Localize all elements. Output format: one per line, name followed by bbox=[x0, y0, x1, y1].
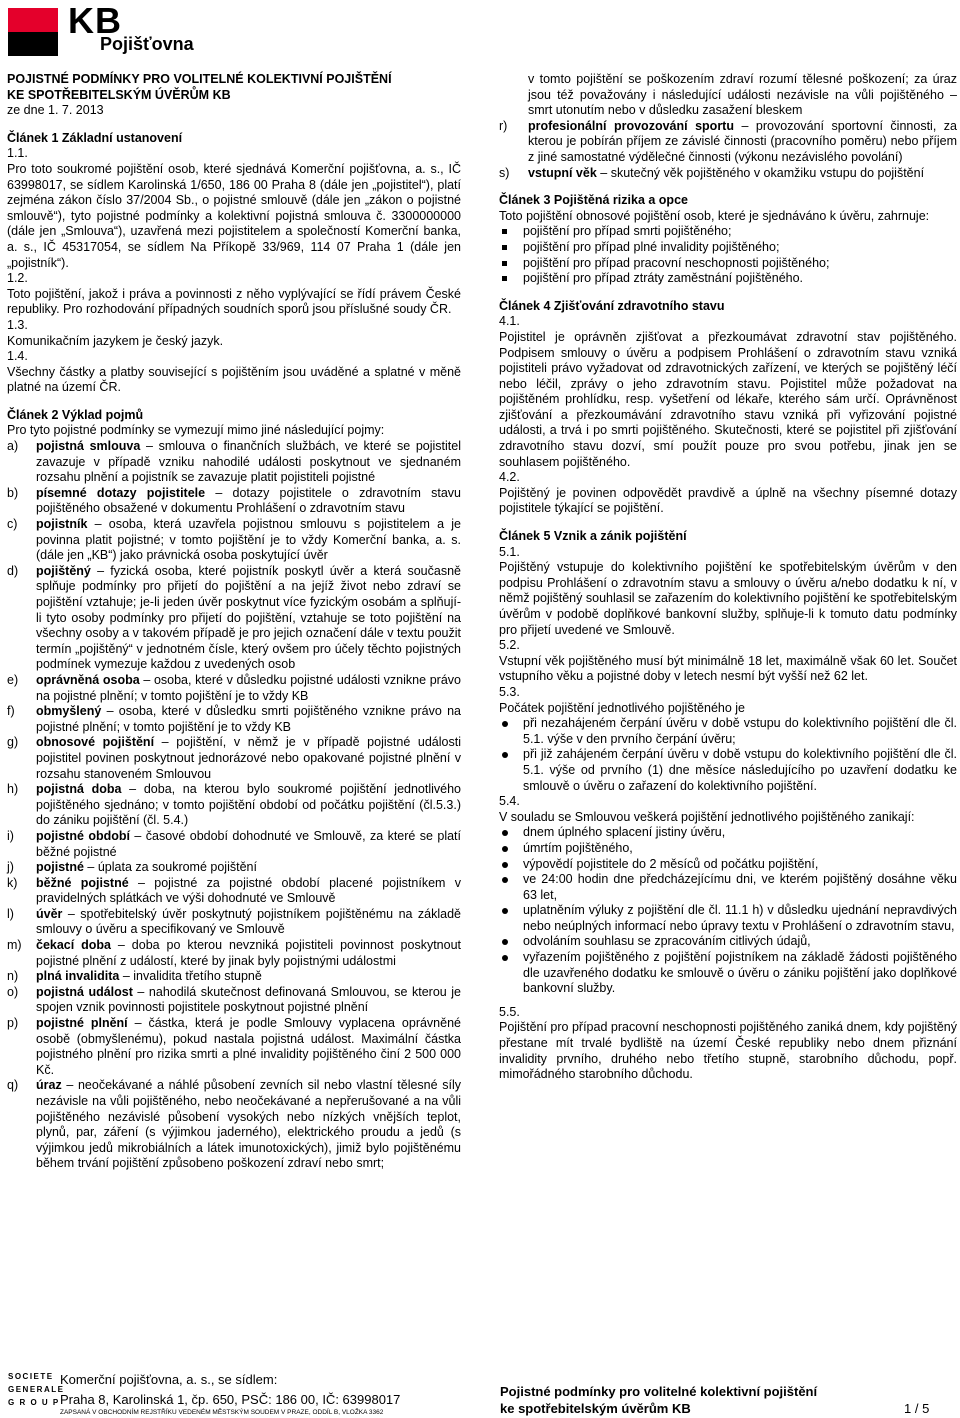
definition-item bbox=[7, 985, 461, 1016]
article-3-intro: Toto pojištění obnosové pojištění osob, které je sjednáváno k úvěru, zahrnuje: bbox=[499, 208, 930, 223]
section-number: 4.2. bbox=[499, 470, 520, 485]
definition-text: písemné dotazy pojistitele – dotazy pojistitele o zdravotním stavu pojištěného obsažené v dokumentu Prohlášení o zdravotním stavu bbox=[36, 485, 461, 516]
definition-letter: n) bbox=[7, 969, 19, 984]
definition-item bbox=[7, 439, 461, 486]
definition-text: pojistné plnění – částka, která je podle Smlouvy vyplacena oprávněné osobě (obmyšlenému), pokud nastala pojistná událost. Maximální částka pojistného plnění pro rizika smrti a plné invalidity pojištěného činí 2 500 000 Kč. bbox=[36, 1016, 461, 1077]
left-column bbox=[7, 72, 461, 1172]
list-item: vyřazením pojištěného z pojištění pojistníkem na základě žádosti pojištěného dle uzavřeného dodatku ke smlouvě o úvěru o zániku pojištění jako doplňkové bankovní služby. bbox=[499, 950, 957, 997]
definition-text: pojistné období – časové období dohodnuté ve Smlouvě, za které se platí běžné pojistné bbox=[36, 828, 462, 859]
definition-text: pojištěný – fyzická osoba, které pojistník poskytl úvěr a která současně splňuje podmínky pro přijetí do pojištění a na jejíž život nebo zdraví se pojištění vztahuje; je-li jeden úvěr poskytnut více fyzickým osobám a splňují-li tyto osoby podmínky pro přijetí do pojištění, vztahuje se toto pojištění na všechny osoby a v takovém případě je pro jejich označení dále v textu použit termín „pojištěný“ v jednotném čísle, který ovšem pro účely těchto pojistných podmínek vymezuje každou z uvedených osob bbox=[36, 563, 461, 672]
article-2-intro: Pro tyto pojistné podmínky se vymezují mimo jiné následující pojmy: bbox=[7, 423, 385, 438]
definition-text: profesionální provozování sportu – provozování sportovní činnosti, za kterou je pobírán příjem ze závislé činnosti (pracovního poměru) nebo příjem z jiné samostatné výdělečné činnosti (výkonu nezávislého povolání) bbox=[528, 118, 957, 164]
definition-item bbox=[7, 1016, 461, 1078]
definition-term: úraz bbox=[36, 1078, 62, 1093]
definition-text: pojistná událost – nahodilá skutečnost definovaná Smlouvou, se kterou je spojen vznik povinnosti pojistitele poskytnout pojistné plnění bbox=[36, 984, 461, 1015]
footer-address: Praha 8, Karolinská 1, čp. 650, PSČ: 186 00, IČ: 63998017 bbox=[60, 1392, 401, 1407]
termination-list bbox=[499, 825, 957, 997]
list-item: úmrtím pojištěného, bbox=[499, 841, 957, 857]
definition-term: pojistná smlouva bbox=[36, 439, 141, 454]
section-number: 5.2. bbox=[499, 638, 520, 653]
definition-letter: k) bbox=[7, 875, 18, 890]
definition-description: doba po kterou nevzniká pojistiteli povinnost poskytnout pojistné plnění z událostí, které by jinak byly pojistnými událostmi bbox=[36, 938, 461, 968]
definition-text: pojistná smlouva – smlouva o finančních službách, ve které se pojistitel zavazuje v případě vzniku nahodilé události poskytnout ve sjednaném rozsahu plnění a pojistník se zavazuje platit pojistiteli pojistné bbox=[36, 439, 461, 485]
footer-company: Komerční pojišťovna, a. s., se sídlem: bbox=[60, 1372, 278, 1387]
paragraph-1-4: Všechny částky a platby související s pojištěním jsou uváděné a splatné v měně platné na území ČR. bbox=[7, 364, 461, 395]
definition-term: pojistná doba bbox=[36, 782, 122, 797]
section-number: 5.1. bbox=[499, 544, 520, 559]
definition-term: plná invalidita bbox=[36, 969, 120, 984]
right-column bbox=[499, 72, 957, 1083]
definition-item bbox=[7, 704, 461, 735]
section-number: 4.1. bbox=[499, 314, 520, 329]
definition-term: pojistná událost bbox=[36, 984, 133, 999]
list-item: při nezahájeném čerpání úvěru v době vstupu do kolektivního pojištění dle čl. 5.1. výše v den prvního čerpání úvěru; bbox=[499, 716, 957, 747]
section-number: 5.5. bbox=[499, 1004, 520, 1019]
definition-term: pojistné bbox=[36, 860, 84, 875]
definition-description: časové období dohodnuté ve Smlouvě, za které se platí běžné pojistné bbox=[36, 828, 462, 859]
list-item: výpovědí pojistitele do 2 měsíců od počátku pojištění, bbox=[499, 857, 957, 873]
list-item: pojištění pro případ pracovní neschopnosti pojištěného; bbox=[499, 256, 957, 272]
definition-description: osoba, které v důsledku pojistné události vznikne právo na pojistné plnění; v tomto pojištění je to vždy KB bbox=[36, 672, 461, 703]
document-date: ze dne 1. 7. 2013 bbox=[7, 103, 104, 118]
kb-logo-mark bbox=[8, 8, 58, 56]
start-conditions-list bbox=[499, 716, 957, 794]
definition-term: pojistné období bbox=[36, 828, 130, 843]
definition-letter: i) bbox=[7, 828, 14, 843]
definition-text: obnosové pojištění – pojištění, v němž je v případě pojistné události pojistitel povinen poskytnout jednorázové nebo opakované pojistné plnění v rozsahu stanoveném Smlouvou bbox=[36, 735, 461, 781]
title-line-2: KE SPOTŘEBITELSKÝM ÚVĚRŮM KB bbox=[7, 87, 231, 102]
list-item: pojištění pro případ smrti pojištěného; bbox=[499, 224, 957, 240]
definition-term: pojistné plnění bbox=[36, 1016, 128, 1031]
article-3-heading: Článek 3 Pojištěná rizika a opce bbox=[499, 193, 688, 208]
definition-description: skutečný věk pojištěného v okamžiku vstupu do pojištění bbox=[607, 165, 925, 180]
logo-text-line: SOCIETE bbox=[8, 1372, 54, 1381]
definition-term: pojištěný bbox=[36, 563, 91, 578]
definitions-list bbox=[499, 119, 957, 181]
section-number: 1.3. bbox=[7, 317, 28, 332]
definition-continuation: v tomto pojištění se poškozením zdraví rozumí tělesné poškození; za úraz jsou též považovány i následující události nezávisle na vůli pojištěného – smrt utonutím nebo v důsledku zasažení bleskem bbox=[528, 72, 957, 118]
paragraph-1-1: Pro toto soukromé pojištění osob, které sjednává Komerční pojišťovna, a. s., IČ 63998017, se sídlem Karolinská 1/650, 186 00 Praha 8 (dále jen „pojistitel“), platí zejména zákon číslo 37/2004 Sb., o pojistné smlouvě (dále jen „zákon o pojistné smlouvě“), tyto pojistné podmínky a kolektivní pojistná smlouva č. 3300000000 (dále jen „Smlouva“), uzavřená mezi pojistitelem a společností Komerční banka, a. s., IČ 45317054, se sídlem Na Příkopě 33/969, 114 07 Praha 1 (dále jen „pojistník“). bbox=[7, 161, 461, 270]
definition-description: doba, na kterou bylo soukromé pojištění jednotlivého pojištěného sjednáno; v tomto pojištění období od počátku pojištění (čl.5.3.) do zániku pojištění (čl. 5.4.) bbox=[36, 782, 462, 828]
definition-description: dotazy pojistitele o zdravotním stavu pojištěného obsažené v dokumentu Prohlášení o zdravotním stavu bbox=[36, 485, 461, 516]
footer-doc-title-1: Pojistné podmínky pro volitelné kolektivní pojištění bbox=[500, 1384, 818, 1399]
definition-term: běžné pojistné bbox=[36, 875, 129, 890]
paragraph-5-2: Vstupní věk pojištěného musí být minimálně 18 let, maximálně však 60 let. Součet vstupního věku a pojistné doby v letech nesmí být vyšší než 62 let. bbox=[499, 653, 957, 684]
definition-description: spotřebitelský úvěr poskytnutý pojistníkem pojištěnému na základě smlouvy o úvěru a specifikovaný ve Smlouvě bbox=[36, 906, 461, 937]
definition-letter: s) bbox=[499, 165, 510, 180]
kb-logo bbox=[8, 0, 194, 56]
definition-description: pojistné za pojistné období placené pojistníkem v pravidelných splátkách ve výši dohodnuté ve Smlouvě bbox=[36, 875, 461, 906]
insured-risks-list bbox=[499, 224, 957, 286]
section-number: 1.2. bbox=[7, 271, 28, 286]
page-footer bbox=[0, 1364, 960, 1418]
definition-letter: r) bbox=[499, 118, 508, 133]
section-number: 1.1. bbox=[7, 146, 28, 161]
definition-term: profesionální provozování sportu bbox=[528, 118, 734, 133]
footer-doc-title-2: ke spotřebitelským úvěrům KB bbox=[500, 1401, 691, 1416]
list-item: pojištění pro případ plné invalidity pojištěného; bbox=[499, 240, 957, 256]
definition-item bbox=[7, 735, 461, 782]
definition-item bbox=[499, 166, 957, 182]
paragraph-1-2: Toto pojištění, jakož i práva a povinnosti z něho vyplývající se řídí právem České republiky. Pro rozhodování případných soudních sporů jsou příslušné soudy ČR. bbox=[7, 286, 461, 317]
section-number: 1.4. bbox=[7, 349, 28, 364]
definition-item bbox=[7, 782, 461, 829]
definition-letter: f) bbox=[7, 704, 15, 719]
definition-description: pojištění, v němž je v případě pojistné události pojistitel povinen poskytnout jednorázové nebo opakované pojistné plnění v rozsahu stanoveném Smlouvou bbox=[36, 735, 461, 781]
title-line-1: POJISTNÉ PODMÍNKY PRO VOLITELNÉ KOLEKTIVNÍ POJIŠTĚNÍ bbox=[7, 72, 392, 86]
definition-term: oprávněná osoba bbox=[36, 672, 140, 687]
page-number: 1 / 5 bbox=[904, 1401, 930, 1416]
definition-letter: j) bbox=[7, 860, 14, 875]
article-1-heading: Článek 1 Základní ustanovení bbox=[7, 130, 183, 145]
definition-description: osoba, která uzavřela pojistnou smlouvu s pojistitelem a je povinna platit pojistné; v tomto pojištění je to vždy Komerční banka, a. s. (dále jen „KB“) jako právnická osoba poskytující úvěr bbox=[36, 517, 461, 563]
definition-term: obmyšlený bbox=[36, 704, 102, 719]
definition-item bbox=[7, 938, 461, 969]
definition-term: čekací doba bbox=[36, 938, 112, 953]
paragraph-5-5: Pojištění pro případ pracovní neschopnosti pojištěného zaniká dnem, kdy pojištěný přestane mít trvalé bydliště na území České republiky nebo dnem přiznání invalidity prvního, druhého nebo třetího stupně, starobního důchodu, popř. mimořádného starobního důchodu. bbox=[499, 1020, 957, 1082]
definition-letter: c) bbox=[7, 517, 18, 532]
definition-text: vstupní věk – skutečný věk pojištěného v okamžiku vstupu do pojištění bbox=[528, 165, 925, 180]
section-number: 5.4. bbox=[499, 794, 520, 809]
definition-item bbox=[7, 517, 461, 564]
definition-description: částka, která je podle Smlouvy vyplacena oprávněné osobě (obmyšlenému), pokud nastala pojistná událost. Maximální částka pojistného plnění pro rizika smrti a plné invalidity pojištěného činí 2 500 000 Kč. bbox=[36, 1016, 461, 1077]
logo-black-square bbox=[8, 32, 58, 56]
list-item: ve 24:00 hodin dne předcházejícímu dni, ve kterém pojištěný dosáhne věku 63 let, bbox=[499, 872, 957, 903]
logo-text-line: GENERALE bbox=[8, 1385, 65, 1394]
definition-item bbox=[499, 72, 957, 119]
paragraph-5-1: Pojištěný vstupuje do kolektivního pojištění ke spotřebitelským úvěrům v den podpisu Prohlášení o zdravotním stavu a smlouvy o úvěru a/nebo dodatku k ní, v němž pojištěný souhlasil se zařazením do kolektivního pojištění ke spotřebitelským úvěrům v podobě doplňkové bankovní služby, splňuje-li k tomuto datu podmínky pro přijetí uvedené ve Smlouvě. bbox=[499, 560, 957, 637]
definition-term: úvěr bbox=[36, 906, 63, 921]
section-number: 5.3. bbox=[499, 684, 520, 699]
definition-item bbox=[7, 969, 461, 985]
article-4-heading: Článek 4 Zjišťování zdravotního stavu bbox=[499, 298, 725, 313]
definition-letter: h) bbox=[7, 782, 19, 797]
definition-description: nahodilá skutečnost definovaná Smlouvou, se kterou je spojen vznik povinnosti pojistitele poskytnout pojistné plnění bbox=[36, 984, 461, 1015]
logo-kb-text: KB bbox=[68, 0, 122, 41]
definition-text: úvěr – spotřebitelský úvěr poskytnutý pojistníkem pojištěnému na základě smlouvy o úvěru a specifikovaný ve Smlouvě bbox=[36, 906, 461, 937]
definition-letter: e) bbox=[7, 672, 19, 687]
definition-text: obmyšlený – osoba, které v důsledku smrti pojištěného vznikne právo na pojistné plnění; v tomto pojištění je to vždy KB bbox=[36, 704, 461, 734]
article-2-heading: Článek 2 Výklad pojmů bbox=[7, 407, 144, 422]
definition-item bbox=[7, 564, 461, 673]
definition-letter: a) bbox=[7, 439, 19, 454]
paragraph-4-1: Pojistitel je oprávněn zjišťovat a přezkoumávat zdravotní stav pojištěného. Podpisem smlouvy o úvěru a podpisem Prohlášení o zdravotním stavu vzniká pojistiteli právo vyžadovat od zdravotnických zařízení, ve kterých se pojištěný léčí nebo léčil, zprávy o jeho zdravotním stavu. Pojistitel může požadovat na pojištěném prohlídku, resp. vyšetření od lékaře, kterého sám určí. Oprávněnost zjišťování a přezkoumávání zdravotního stavu vzniká při vyřizování pojistné události, a trvá i po smrti pojištěného. Skutečnosti, které se pojistitel při zjišťování zdravotního stavu dozví, smí použít pouze pro svou potřebu, jinak jen se souhlasem pojištěného. bbox=[499, 329, 957, 469]
definition-description: fyzická osoba, které pojistník poskytl úvěr a která současně splňuje podmínky pro přijetí do pojištění a na jejíž život nebo zdraví se pojištění vztahuje; je-li jeden úvěr poskytnut více fyzickým osobám a splňují-li tyto osoby podmínky pro přijetí do pojištění, vztahuje se toto pojištění na všechny osoby a v takovém případě je pro jejich označení dále v textu použit termín „pojištěný“ v jednotném čísle, který ovšem pro účely těchto pojistných podmínek vymezuje každou z uvedených osob bbox=[36, 563, 461, 672]
definition-description: invalidita třetího stupně bbox=[129, 969, 262, 984]
paragraph-5-3: Počátek pojištění jednotlivého pojištěného je bbox=[499, 700, 746, 715]
definition-text: oprávněná osoba – osoba, které v důsledku pojistné události vznikne právo na pojistné plnění; v tomto pojištění je to vždy KB bbox=[36, 672, 461, 703]
definition-letter: g) bbox=[7, 735, 19, 750]
definition-text: plná invalidita – invalidita třetího stupně bbox=[36, 969, 262, 984]
document-title bbox=[7, 72, 461, 103]
definition-letter: b) bbox=[7, 485, 19, 500]
list-item: uplatněním výluky z pojištění dle čl. 11.1 h) v důsledku ujednání nepravdivých nebo neúplných informací nebo úpravy textu v Prohlášení o zdravotním stavu, bbox=[499, 903, 957, 934]
paragraph-1-3: Komunikačním jazykem je český jazyk. bbox=[7, 333, 224, 348]
definition-text: pojistná doba – doba, na kterou bylo soukromé pojištění jednotlivého pojištěného sjednáno; v tomto pojištění období od počátku pojištění (čl.5.3.) do zániku pojištění (čl. 5.4.) bbox=[36, 782, 462, 828]
definition-description: smlouva o finančních službách, ve které se pojistitel zavazuje v případě vzniku nahodilé události poskytnout ve sjednaném rozsahu plnění a pojistník se zavazuje platit pojistiteli pojistné bbox=[36, 439, 461, 485]
societe-generale-logo bbox=[8, 1370, 64, 1409]
definition-text: úraz – neočekávané a náhlé působení zevních sil nebo vlastní tělesné síly nezávisle na vůli pojištěného, nebo neočekávané a nepřerušované a na vůli pojištěného nezávislé působení vysokých nebo nízkých vnějších teplot, plynů, par, záření (s výjimkou jaderného), elektrického proudu a jedů (s výjimkou jedů mikrobiálních a látek imunotoxických), jimiž bylo pojištěnému během trvání pojištění způsobeno poškození zdraví nebo smrt; bbox=[36, 1078, 461, 1171]
list-item: dnem úplného splacení jistiny úvěru, bbox=[499, 825, 957, 841]
paragraph-4-2: Pojištěný je povinen odpovědět pravdivě a úplně na všechny písemné dotazy pojistitele týkající se pojištění. bbox=[499, 485, 957, 516]
definition-term: vstupní věk bbox=[528, 165, 597, 180]
article-5-heading: Článek 5 Vznik a zánik pojištění bbox=[499, 529, 687, 544]
definition-item bbox=[499, 119, 957, 166]
definition-item bbox=[7, 486, 461, 517]
definition-letter: l) bbox=[7, 906, 14, 921]
definition-letter: q) bbox=[7, 1078, 19, 1093]
definition-letter: o) bbox=[7, 984, 19, 999]
definition-item bbox=[7, 876, 461, 907]
definition-text: čekací doba – doba po kterou nevzniká pojistiteli povinnost poskytnout pojistné plnění z událostí, které by jinak byly pojistnými událostmi bbox=[36, 938, 461, 968]
definition-item bbox=[7, 907, 461, 938]
list-item: při již zahájeném čerpání úvěru v době vstupu do kolektivního pojištění dle čl. 5.1. výše od prvního (1) dne měsíce následujícího po uzavření dodatku ke smlouvě o úvěru o zařazení do kolektivního pojištění. bbox=[499, 747, 957, 794]
definition-term: pojistník bbox=[36, 517, 88, 532]
definitions-list bbox=[7, 439, 461, 1172]
definition-text: pojistné – úplata za soukromé pojištění bbox=[36, 860, 257, 875]
definition-item bbox=[7, 673, 461, 704]
list-item: pojištění pro případ ztráty zaměstnání pojištěného. bbox=[499, 271, 957, 287]
definition-letter: d) bbox=[7, 563, 19, 578]
definition-description: osoba, které v důsledku smrti pojištěného vznikne právo na pojistné plnění; v tomto pojištění je to vždy KB bbox=[36, 704, 461, 734]
definition-term: písemné dotazy pojistitele bbox=[36, 485, 206, 500]
definition-letter: p) bbox=[7, 1016, 19, 1031]
definition-letter: m) bbox=[7, 938, 22, 953]
definition-term: obnosové pojištění bbox=[36, 735, 155, 750]
definition-text: pojistník – osoba, která uzavřela pojistnou smlouvu s pojistitelem a je povinna platit pojistné; v tomto pojištění je to vždy Komerční banka, a. s. (dále jen „KB“) jako právnická osoba poskytující úvěr bbox=[36, 517, 461, 563]
definition-item bbox=[7, 829, 461, 860]
logo-pojistovna-text: Pojišťovna bbox=[100, 34, 194, 54]
definition-description: neočekávané a náhlé působení zevních sil nebo vlastní tělesné síly nezávisle na vůli pojištěného, nebo neočekávané a nepřerušované a na vůli pojištěného nezávislé působení vysokých nebo nízkých vnějších teplot, plynů, par, záření (s výjimkou jaderného), elektrického proudu a jedů (s výjimkou jedů mikrobiálních a látek imunotoxických), jimiž bylo pojištěnému během trvání pojištění způsobeno poškození zdraví nebo smrt; bbox=[36, 1078, 461, 1171]
definition-item bbox=[7, 860, 461, 876]
definition-text: běžné pojistné – pojistné za pojistné období placené pojistníkem v pravidelných splátkách ve výši dohodnuté ve Smlouvě bbox=[36, 875, 461, 906]
definition-description: úplata za soukromé pojištění bbox=[94, 860, 257, 875]
logo-red-square bbox=[8, 8, 58, 32]
definition-description: provozování sportovní činnosti, za kterou je pobírán příjem ze závislé činnosti (pracovního poměru) nebo příjem z jiné samostatné výdělečné činnosti (výkonu nezávislého povolání) bbox=[528, 118, 957, 164]
logo-text-line: G R O U P bbox=[8, 1398, 60, 1407]
paragraph-5-4: V souladu se Smlouvou veškerá pojištění jednotlivého pojištěného zanikají: bbox=[499, 809, 915, 824]
footer-registry: ZAPSANÁ V OBCHODNÍM REJSTŘÍKU VEDENÉM MĚSTSKÝM SOUDEM V PRAZE, ODDÍL B, VLOŽKA 3362 bbox=[60, 1409, 384, 1416]
definition-item bbox=[7, 1078, 461, 1172]
list-item: odvoláním souhlasu se zpracováním citlivých údajů, bbox=[499, 934, 957, 950]
